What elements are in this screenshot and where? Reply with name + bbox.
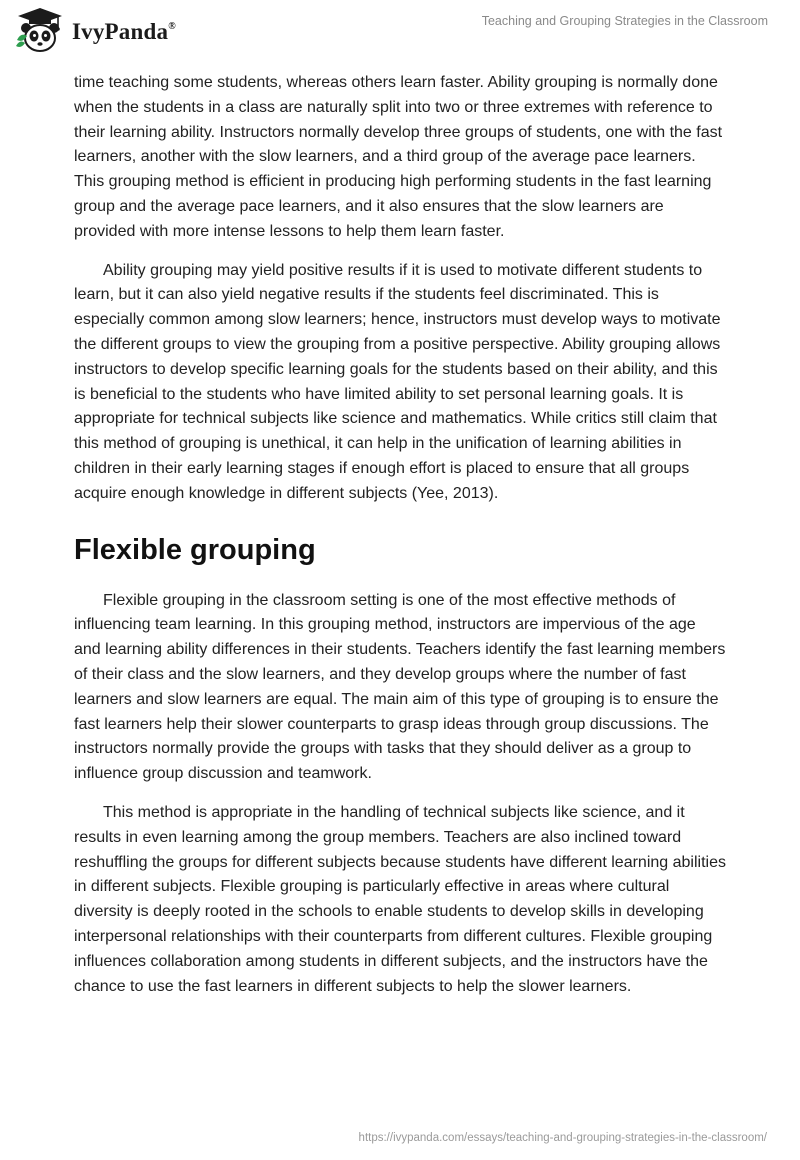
panda-graduation-cap-logo-icon bbox=[14, 6, 66, 59]
paragraph-ability-grouping: Ability grouping may yield positive results if it is used to motivate different students to learn, but it can also yield negative results if the students feel discriminated. This is especially common among slow learners; hence, instructors must develop ways to motivate the different groups to view the grouping from a positive perspective. Ability grouping allows instructors to develop specific learning goals for the students based on their ability, and this is beneficial to the students who have limited ability to set personal learning goals. It is appropriate for technical subjects like science and mathematics. While critics still claim that this method of grouping is unethical, it can help in the unification of learning abilities in children in their early learning stages if enough effort is placed to ensure that all groups acquire enough knowledge in different subjects (Yee, 2013). bbox=[74, 261, 721, 502]
brand-name: IvyPanda® bbox=[72, 19, 176, 44]
brand-logo[interactable] bbox=[14, 8, 176, 56]
page-header bbox=[0, 0, 800, 60]
paragraph-continued: time teaching some students, whereas others learn faster. Ability grouping is normally done when the students in a class are naturally split into two or three extremes with reference to their learning ability. Instructors normally develop three groups of students, one with the fast learners, another with the slow learners, and a third group of the average pace learners. This grouping method is efficient in producing high performing students in the fast learning group and the average pace learners, and it also ensures that the slow learners are provided with more intense lessons to help them learn faster. bbox=[74, 74, 723, 240]
section-heading-flexible-grouping: Flexible grouping bbox=[74, 533, 316, 566]
source-url[interactable]: https://ivypanda.com/essays/teaching-and-grouping-strategies-in-the-classroom/ bbox=[358, 1132, 767, 1144]
document-title: Teaching and Grouping Strategies in the Classroom bbox=[481, 14, 768, 28]
essay-body bbox=[74, 71, 726, 1013]
paragraph-flexible-grouping-2: This method is appropriate in the handling of technical subjects like science, and it results in even learning among the group members. Teachers are also inclined toward reshuffling the groups for different subjects because students have different learning abilities in different subjects. Flexible grouping is particularly effective in areas where cultural diversity is deeply rooted in the schools to enable students to develop skills in developing interpersonal relationships with their counterparts from different cultures. Flexible grouping influences collaboration among students in different subjects, and the instructors have the chance to use the fast learners in different subjects to help the slower learners. bbox=[74, 803, 726, 995]
paragraph-flexible-grouping-1: Flexible grouping in the classroom setting is one of the most effective methods of influencing team learning. In this grouping method, instructors are impervious of the age and learning ability differences in their students. Teachers identify the fast learning members of their class and the slow learners, and they develop groups where the number of fast learners and slow learners are equal. The main aim of this type of grouping is to ensure the fast learners help their slower counterparts to grasp ideas through group discussions. The instructors normally provide the groups with tasks that they should deliver as a group to influence group discussion and teamwork. bbox=[74, 591, 726, 783]
